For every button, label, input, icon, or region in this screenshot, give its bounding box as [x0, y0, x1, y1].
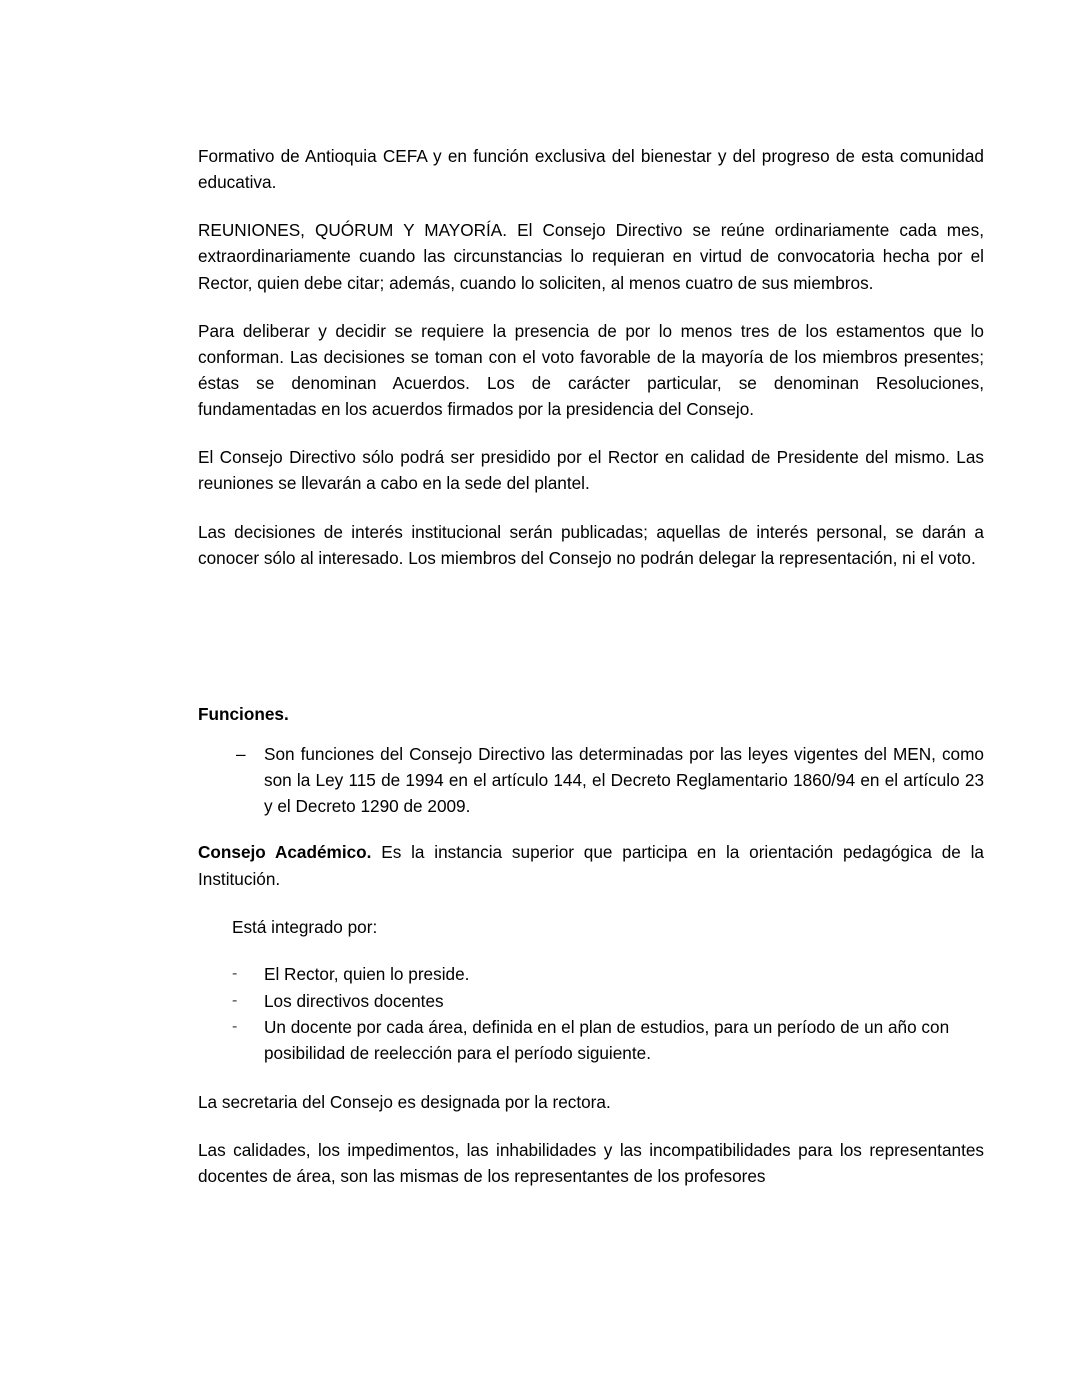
list-item-label: Son funciones del Consejo Directivo las determinadas por las leyes vigentes del MEN, como son la Ley 115 de 1994 en el artículo 144, el Decreto Reglamentario 1860/94 en el artículo 23 y el Decreto 1290 de 2009.: [264, 743, 984, 817]
paragraph-secretaria: La secretaria del Consejo es designada por la rectora.: [198, 1092, 611, 1112]
section-spacer: [198, 593, 984, 701]
document-body: [198, 143, 984, 1211]
paragraph-presidencia: El Consejo Directivo sólo podrá ser presidido por el Rector en calidad de Presidente del mismo. Las reuniones se llevarán a cabo en la sede del plantel.: [198, 447, 984, 494]
paragraph-reuniones-quorum: REUNIONES, QUÓRUM Y MAYORÍA. El Consejo Directivo se reúne ordinariamente cada mes, extraordinariamente cuando las circunstancias lo requieran en virtud de convocatoria hecha por el Rector, quien debe citar; además, cuando lo soliciten, al menos cuatro de sus miembros.: [198, 220, 984, 293]
hyphen-bullet-icon: -: [232, 964, 238, 982]
list-item: [198, 1015, 984, 1067]
paragraph-continuation: Formativo de Antioquia CEFA y en función exclusiva del bienestar y del progreso de esta comunidad educativa.: [198, 146, 984, 193]
list-item: [198, 962, 984, 988]
list-item-label: Un docente por cada área, definida en el plan de estudios, para un período de un año con posibilidad de reelección para el período siguiente.: [264, 1017, 950, 1064]
functions-list: [198, 741, 984, 819]
text-consejo-academico: Es la instancia superior que participa en la orientación pedagógica de la Institución.: [198, 842, 984, 889]
dash-bullet-icon: –: [236, 743, 246, 764]
list-item: [198, 741, 984, 819]
paragraph-deliberar-decidir: Para deliberar y decidir se requiere la presencia de por lo menos tres de los estamentos que lo conforman. Las decisiones se toman con el voto favorable de la mayoría de los miembros presentes; éstas se denominan Acuerdos. Los de carácter particular, se denominan Resoluciones, fundamentadas en los acuerdos firmados por la presidencia del Consejo.: [198, 320, 984, 420]
hyphen-bullet-icon: -: [232, 1018, 238, 1036]
heading-funciones: Funciones.: [198, 703, 289, 724]
paragraph-calidades-impedimentos: Las calidades, los impedimentos, las inhabilidades y las incompatibilidades para los representantes docentes de área, son las mismas de los representantes de los profesores: [198, 1140, 984, 1187]
paragraph-consejo-academico: [198, 839, 984, 891]
members-list: [198, 962, 984, 1067]
list-item: [198, 989, 984, 1015]
label-consejo-academico: Consejo Académico.: [198, 842, 372, 863]
list-item-label: El Rector, quien lo preside.: [264, 963, 470, 984]
label-integrado-por: Está integrado por:: [232, 916, 378, 937]
list-item-label: Los directivos docentes: [264, 990, 444, 1011]
paragraph-decisiones-publicacion: Las decisiones de interés institucional serán publicadas; aquellas de interés personal, se darán a conocer sólo al interesado. Los miembros del Consejo no podrán delegar la representación, ni el voto.: [198, 521, 984, 568]
hyphen-bullet-icon: -: [232, 991, 238, 1009]
